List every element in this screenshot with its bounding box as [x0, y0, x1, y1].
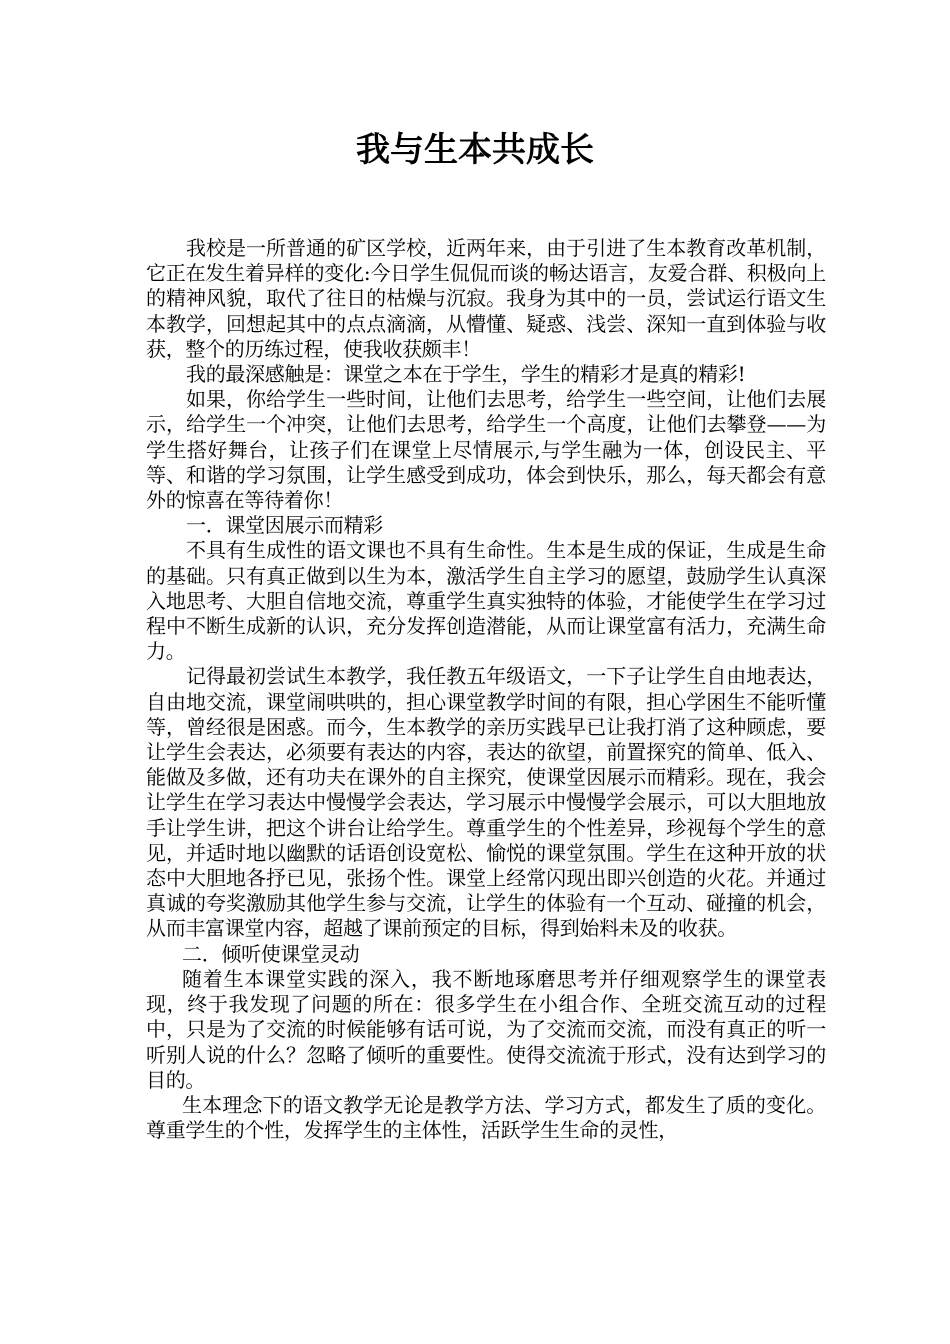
document-body — [146, 236, 826, 1143]
paragraph: 生本理念下的语文教学无论是教学方法、学习方式，都发生了质的变化。尊重学生的个性，发挥学生的主体性，活跃学生生命的灵性， — [146, 1092, 826, 1143]
section-heading: 一．课堂因展示而精彩 — [186, 513, 383, 538]
section-heading: 二．倾听使课堂灵动 — [182, 941, 360, 966]
paragraph: 随着生本课堂实践的深入，我不断地琢磨思考并仔细观察学生的课堂表现，终于我发现了问题的所在：很多学生在小组合作、全班交流互动的过程中，只是为了交流的时候能够有话可说，为了交流而交流，而没有真正的听一听别人说的什么？忽略了倾听的重要性。使得交流流于形式，没有达到学习的目的。 — [146, 966, 826, 1092]
paragraph: 记得最初尝试生本教学，我任教五年级语文，一下子让学生自由地表达，自由地交流，课堂闹哄哄的，担心课堂教学时间的有限，担心学困生不能听懂等，曾经很是困惑。而今，生本教学的亲历实践早已让我打消了这种顾虑，要让学生会表达，必须要有表达的内容，表达的欲望，前置探究的简单、低入、能做及多做，还有功夫在课外的自主探究，使课堂因展示而精彩。现在，我会让学生在学习表达中慢慢学会表达，学习展示中慢慢学会展示，可以大胆地放手让学生讲，把这个讲台让给学生。尊重学生的个性差异，珍视每个学生的意见，并适时地以幽默的话语创设宽松、愉悦的课堂氛围。学生在这种开放的状态中大胆地各抒已见，张扬个性。课堂上经常闪现出即兴创造的火花。并通过真诚的夸奖激励其他学生参与交流，让学生的体验有一个互动、碰撞的机会，从而丰富课堂内容，超越了课前预定的目标，得到始料未及的收获。 — [146, 664, 826, 941]
paragraph: 我校是一所普通的矿区学校，近两年来，由于引进了生本教育改革机制，它正在发生着异样的变化:今日学生侃侃而谈的畅达语言，友爱合群、积极向上的精神风貌，取代了往日的枯燥与沉寂。我身为其中的一员，尝试运行语文生本教学，回想起其中的点点滴滴，从懵懂、疑惑、浅尝、深知一直到体验与收获，整个的历练过程，使我收获颇丰！ — [146, 236, 826, 361]
document-title: 我与生本共成长 — [356, 130, 594, 170]
paragraph: 我的最深感触是：课堂之本在于学生，学生的精彩才是真的精彩! — [186, 362, 746, 387]
paragraph: 不具有生成性的语文课也不具有生命性。生本是生成的保证，生成是生命的基础。只有真正做到以生为本，激活学生自主学习的愿望，鼓励学生认真深入地思考、大胆自信地交流，尊重学生真实独特的体验，才能使学生在学习过程中不断生成新的认识，充分发挥创造潜能，从而让课堂富有活力，充满生命力。 — [146, 538, 826, 664]
paragraph: 如果，你给学生一些时间，让他们去思考，给学生一些空间，让他们去展示，给学生一个冲突，让他们去思考，给学生一个高度，让他们去攀登——为学生搭好舞台，让孩子们在课堂上尽情展示,与学生融为一体，创设民主、平等、和谐的学习氛围，让学生感受到成功，体会到快乐，那么，每天都会有意外的惊喜在等待着你！ — [146, 387, 826, 513]
